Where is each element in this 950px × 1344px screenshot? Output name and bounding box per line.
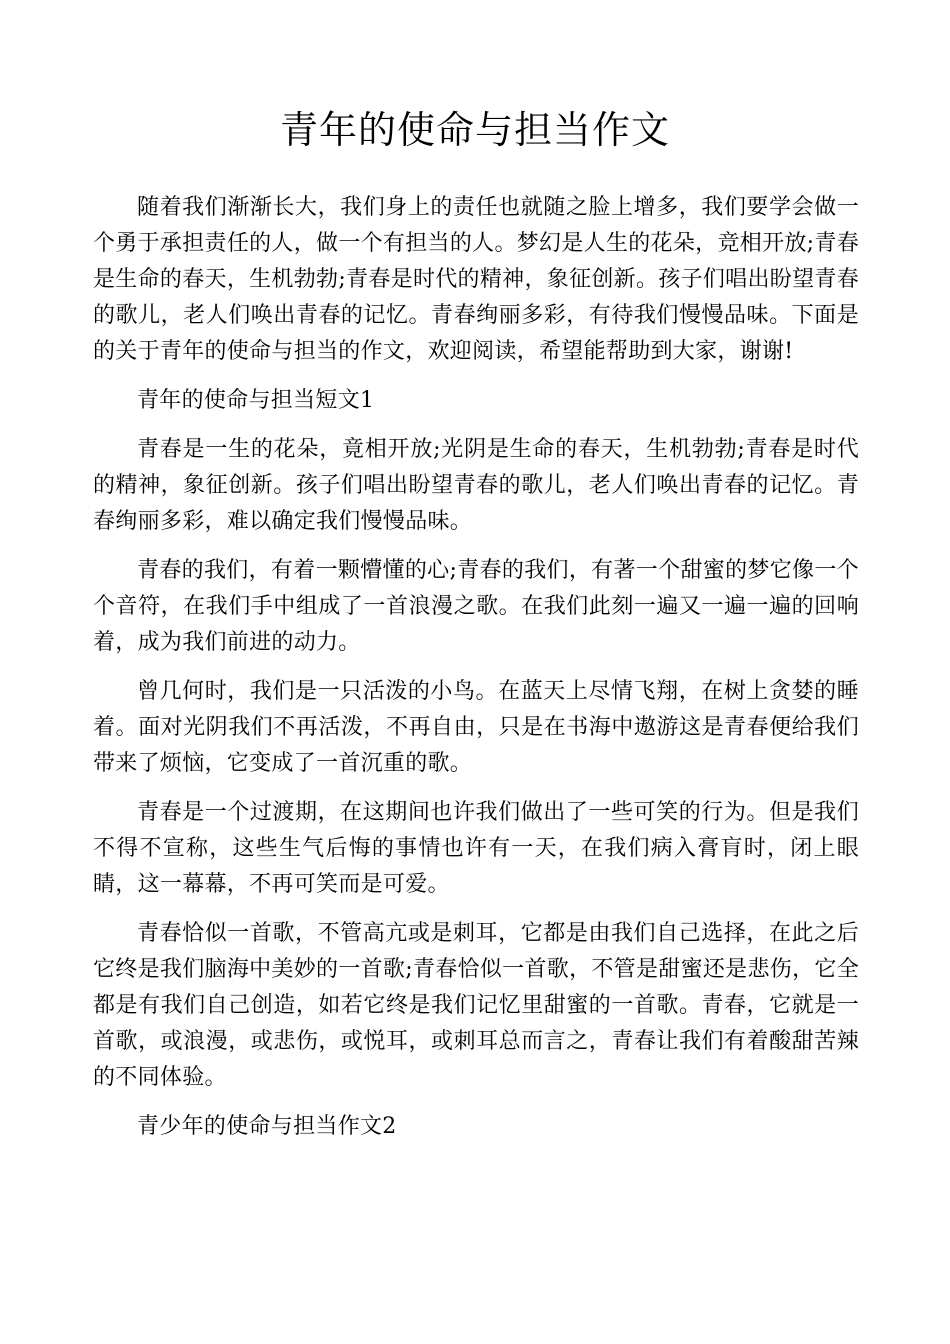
section-heading-1: 青年的使命与担当短文1 <box>137 388 375 413</box>
intro-paragraph: 随着我们渐渐长大，我们身上的责任也就随之脸上增多，我们要学会做一个勇于承担责任的人，做一个有担当的人。梦幻是人生的花朵，竞相开放;青春是生命的春天，生机勃勃;青春是时代的精神，象征创新。孩子们唱出盼望青春的歌儿，老人们唤出青春的记忆。青春绚丽多彩，有待我们慢慢品味。下面是的关于青年的使命与担当的作文，欢迎阅读，希望能帮助到大家，谢谢! <box>93 195 859 364</box>
section-heading-2: 青少年的使命与担当作文2 <box>137 1114 397 1139</box>
document-body <box>93 190 859 1158</box>
document-title: 青年的使命与担当作文 <box>279 108 670 152</box>
body-paragraph: 青春是一生的花朵，竟相开放;光阴是生命的春天，生机勃勃;青春是时代的精神，象征创新。孩子们唱出盼望青春的歌儿，老人们唤出青春的记忆。青春绚丽多彩，难以确定我们慢慢品味。 <box>93 437 859 534</box>
body-paragraph: 曾几何时，我们是一只活泼的小鸟。在蓝天上尽情飞翔，在树上贪婪的睡着。面对光阴我们不再活泼，不再自由，只是在书海中遨游这是青春便给我们带来了烦恼，它变成了一首沉重的歌。 <box>93 679 859 776</box>
body-paragraph: 青春恰似一首歌，不管高亢或是刺耳，它都是由我们自己选择，在此之后它终是我们脑海中美妙的一首歌;青春恰似一首歌，不管是甜蜜还是悲伤，它全都是有我们自己创造，如若它终是我们记忆里甜蜜的一首歌。青春，它就是一首歌，或浪漫，或悲伤，或悦耳，或刺耳总而言之，青春让我们有着酸甜苦辣的不同体验。 <box>93 921 859 1090</box>
body-paragraph: 青春的我们，有着一颗懵懂的心;青春的我们，有著一个甜蜜的梦它像一个个音符，在我们手中组成了一首浪漫之歌。在我们此刻一遍又一遍一遍的回响着，成为我们前进的动力。 <box>93 558 859 655</box>
body-paragraph: 青春是一个过渡期，在这期间也许我们做出了一些可笑的行为。但是我们不得不宣称，这些生气后悔的事情也许有一天，在我们病入膏肓时，闭上眼睛，这一幕幕，不再可笑而是可爱。 <box>93 800 859 897</box>
